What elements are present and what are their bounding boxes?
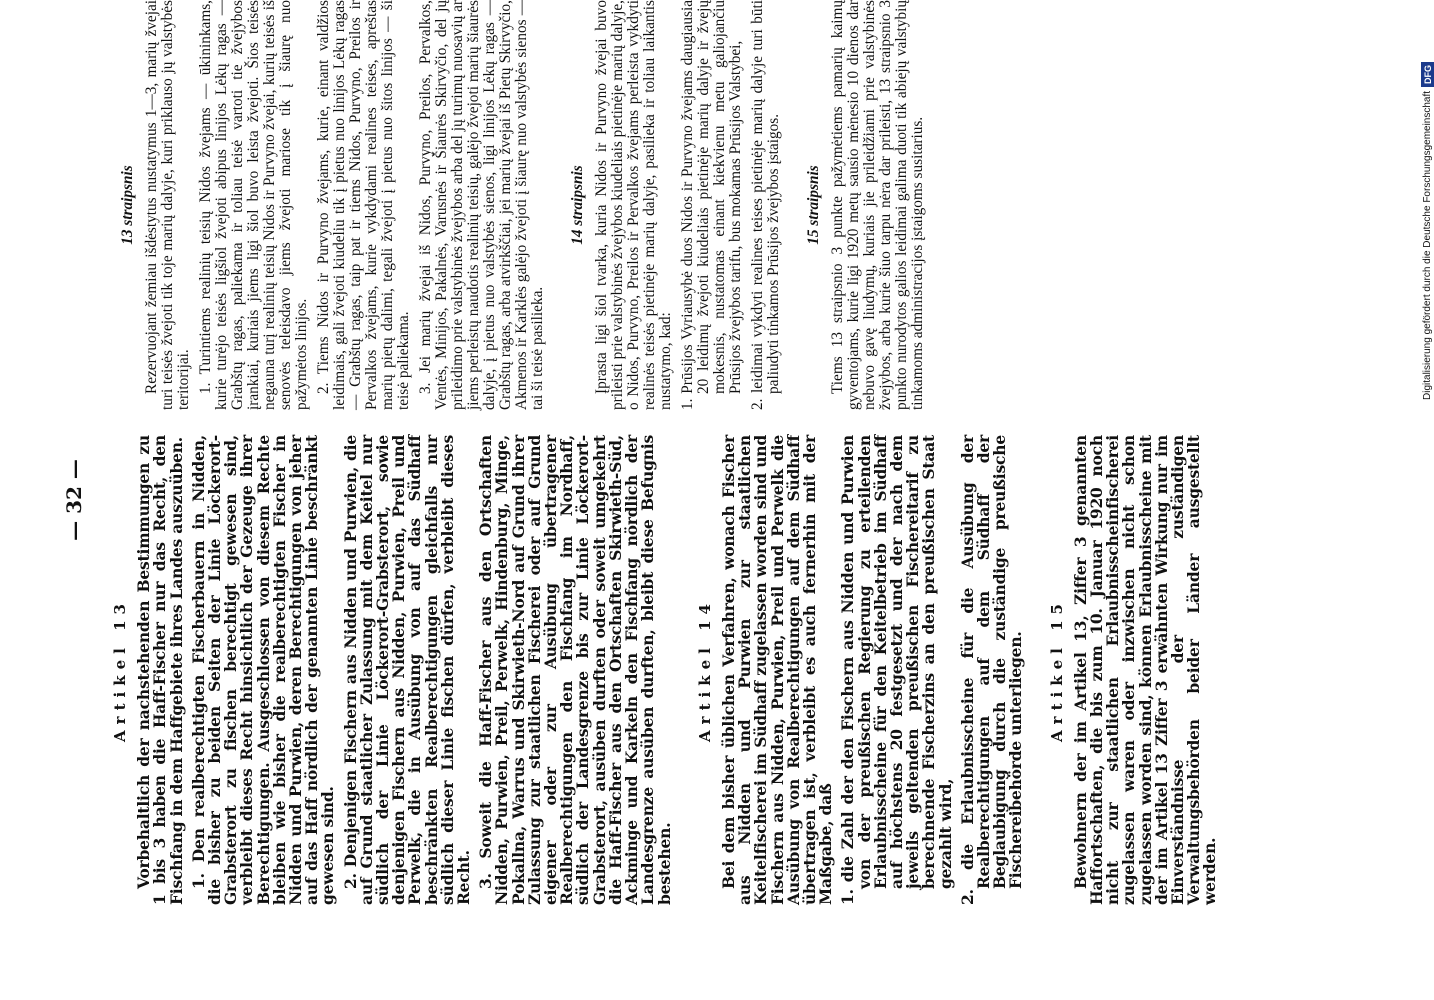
german-article-14-intro: Bei dem bisher üblichen Verfahren, wonach Fischer aus Nidden und Purwien zur staatlichen Keitelfischerei im Südhaff zugelassen worden sind und Fischern aus Nidden, Purwien, Preil und Perwelk die Ausübung von Realberechtigungen auf dem Südhaff übertragen ist, verbleibt es auch fernerhin mit der Maßgabe, daß <box>718 435 836 905</box>
lithuanian-article-15-heading: 15 straipsnis <box>805 165 822 245</box>
lithuanian-article-14-heading: 14 straipsnis <box>569 165 586 245</box>
lithuanian-article-13-paragraph-1: 1. Turintiems realinių teisių Nidos žvejams — ūkininkams, kurie turėjo teisės ligšiol žvejoti abipus linijos Lėkų ragas — Grabštų ragas, paliekama ir toliau teisė vartoti tie žvejybos įrankiai, kuriais jiems ligi šiol buvo leista žvejoti. Šios teisės negauna turį realinių teisių Nidos ir Purvyno žvejai, kurių teisės iš senovės teleisdavo jiems žvejoti mariose tik į šiaurę nuo pažymėtos linijos. <box>197 0 310 410</box>
german-column <box>112 435 1225 905</box>
german-article-13-paragraph-2: 2. Denjenigen Fischern aus Nidden und Purwien, die auf Grund staatlicher Zulassung mit dem Keitel nur südlich der Linie Löckerort-Grabsterort, sowie denjenigen Fischern aus Nidden, Purwien, Preil und Perwelk, die in Ausübung von auf das Südhaff beschränkten Realberechtigungen gleichfalls nur südlich dieser Linie fischen dürfen, verbleibt dieses Recht. <box>340 435 474 905</box>
german-article-13-heading: Artikel 13 <box>111 598 129 742</box>
german-article-13-intro: Vorbehaltlich der nachstehenden Bestimmungen zu 1 bis 3 haben die Haff-Fischer nur das Recht, den Fischfang in dem Haffgebiete ihres Landes auszuüben. <box>134 435 186 905</box>
german-article-14-item-1: 1. die Zahl der den Fischern aus Nidden und Purwien von der preußischen Regierung zu erteilenden Erlaubnisscheine für den Keitelbetrieb im Südhaff auf höchstens 20 festgesetzt und der nach dem jeweils geltenden preußischen Fischereitarif zu berechnende Fischerzins an den preußischen Staat gezahlt wird, <box>838 435 955 905</box>
lithuanian-article-14-intro: Įprasta ligi šiol tvarka, kuria Nidos ir Purvyno žvejai buvo prileisti prie valstybinės žvejybos kiudeliais pietinėje marių dalyje, o Nidos, Purvyno, Preilos ir Pervalkos žvejams perleista vykdyti realinės teisės pietinėje marių dalyje, pasilieka ir toliau laikantis nustatymo, kad: <box>593 0 674 410</box>
lithuanian-article-14-item-1: 1. Prūsijos Vyriausybė duos Nidos ir Purvyno žvejams daugiausia 20 leidimų žvejoti kiudeliais pietinėje marių dalyje ir žvejų mokesnis, nustatomas einant kiekvienu metu galiojančiu Prūsijos žvejybos tarifu, bus mokamas Prūsijos Valstybei, <box>679 0 744 410</box>
lithuanian-article-13-heading: 13 straipsnis <box>119 165 136 245</box>
page-number: — 32 — <box>62 459 86 541</box>
german-article-13-paragraph-1: 1. Den realberechtigten Fischerbauern in Nidden, die bisher zu beiden Seiten der Linie Löckerort-Grabsterort zu fischen berechtigt gewesen sind, verbleibt dieses Recht hinsichtlich der Gezeuge ihrer Berechtigungen. Ausgeschlossen von diesem Rechte bleiben wie bisher die realberechtigten Fischer in Nidden und Purwien, deren Berechtigungen von jeher auf das Haff nördlich der genannten Linie beschränkt gewesen sind. <box>188 435 338 905</box>
german-article-14-item-2: 2. die Erlaubnisscheine für die Ausübung der Realberechtigungen auf dem Südhaff der Beglaubigung durch die zuständige preußische Fischereibehörde unterliegen. <box>957 435 1026 905</box>
lithuanian-article-14-item-2: 2. leidimai vykdyti realines teises pietinėje marių dalyje turi būti paliudyti tinkamos Prūsijos žvejybos įstaigos. <box>749 0 782 410</box>
german-article-13-paragraph-3: 3. Soweit die Haff-Fischer aus den Ortschaften Nidden, Purwien, Preil, Perwelk, Hindenburg, Minge, Pokallna, Warrus und Skirwieth-Nord auf Grund ihrer Zulassung zur staatlichen Fischerei oder auf Grund eigener oder zur Ausübung übertragener Realberechtigungen den Fischfang im Nordhaff, südlich der Landesgrenze bis zur Linie Löckerort-Grabsterort, ausüben durften oder soweit umgekehrt die Haff-Fischer aus den Ortschaften Skirwieth-Süd, Ackminge und Karkeln den Fischfang nördlich der Landesgrenze ausüben durften, bleibt diese Befugnis bestehen. <box>476 435 674 905</box>
dfg-credit-text: Digitalisierung gefördert durch die Deutsche Forschungsgemeinschaft <box>1422 90 1433 400</box>
lithuanian-article-13-paragraph-2: 2. Tiems Nidos ir Purvyno žvejams, kurie, einant valdžios leidimais, gali žvejoti kiudeliu tik į pietus nuo linijos Lėkų ragas — Grabštų ragas, taip pat ir tiems Nidos, Purvyno, Preilos ir Pervalkos žvejams, kurie vykdydami realines teises, apreštas marių pietų dalimi, tegali žvejoti į pietus nuo šitos linijos — ši teisė paliekama. <box>315 0 412 410</box>
lithuanian-article-13-intro: Rezervuojant žemiau išdėstytus nustatymus 1—3, marių žvejai turi teisės žvejoti tik toje marių dalyje, kuri priklauso jų valstybės teritorijai. <box>143 0 192 410</box>
dfg-credit-strip <box>1418 8 1434 400</box>
german-article-15-text: Bewohnern der im Artikel 13, Ziffer 3 genannten Haffortschaften, die bis zum 10. Januar 1920 noch nicht zur staatlichen Erlaubnisscheinfischerei zugelassen waren oder inzwischen nicht schon zugelassen worden sind, können Erlaubnisscheine mit der im Artikel 13 Ziffer 3 erwähnten Wirkung nur im Einverständnisse der zuständigen Verwaltungsbehörden beider Länder ausgestellt werden. <box>1070 435 1220 905</box>
german-article-14-heading: Artikel 14 <box>695 598 714 742</box>
german-article-15-heading: Artikel 15 <box>1047 598 1066 742</box>
lithuanian-article-15-text: Tiems 13 straipsnio 3 punkte pažymėtiems pamarių kaimų gyventojams, kurie ligi 1920 metų sausio mėnesio 10 dienos dar nebuvo gavę liudymų, kuriais jie prileidžiami prie valstybinės žvejybos, arba kurie šiuo tarpu nėra dar prileisti, 13 straipsnio 3 punkto nurodytos galios leidimai galima duoti tik abiejų valstybių tinkamoms administracijos įstaigoms susitarius. <box>829 0 926 410</box>
dfg-logo: DFG <box>1421 62 1434 87</box>
lithuanian-article-13-paragraph-3: 3. Jei marių žvejai iš Nidos, Purvyno, Preilos, Pervalkos, Ventės, Minijos, Pakalnės, Varusnės ir Šiaurės Skirvyčio, del jų prileidimo prie valstybinės žvejybos arba del jų turimų nuosavių ar jiems perleistų naudotis realinių teisių, galėjo žvejoti marių šiaurės dalyje, į pietus nuo valstybės sienos, ligi linijos Lėkų ragas — Grabštų ragas, arba atvirkščiai, jei marių žvejai iš Pietų Skirvyčio, Akmenos ir Karklės galėjo žvejoti į šiaurę nuo valstybės sienos — tai ši teisė pasilieka. <box>417 0 546 410</box>
lithuanian-column <box>120 0 932 410</box>
